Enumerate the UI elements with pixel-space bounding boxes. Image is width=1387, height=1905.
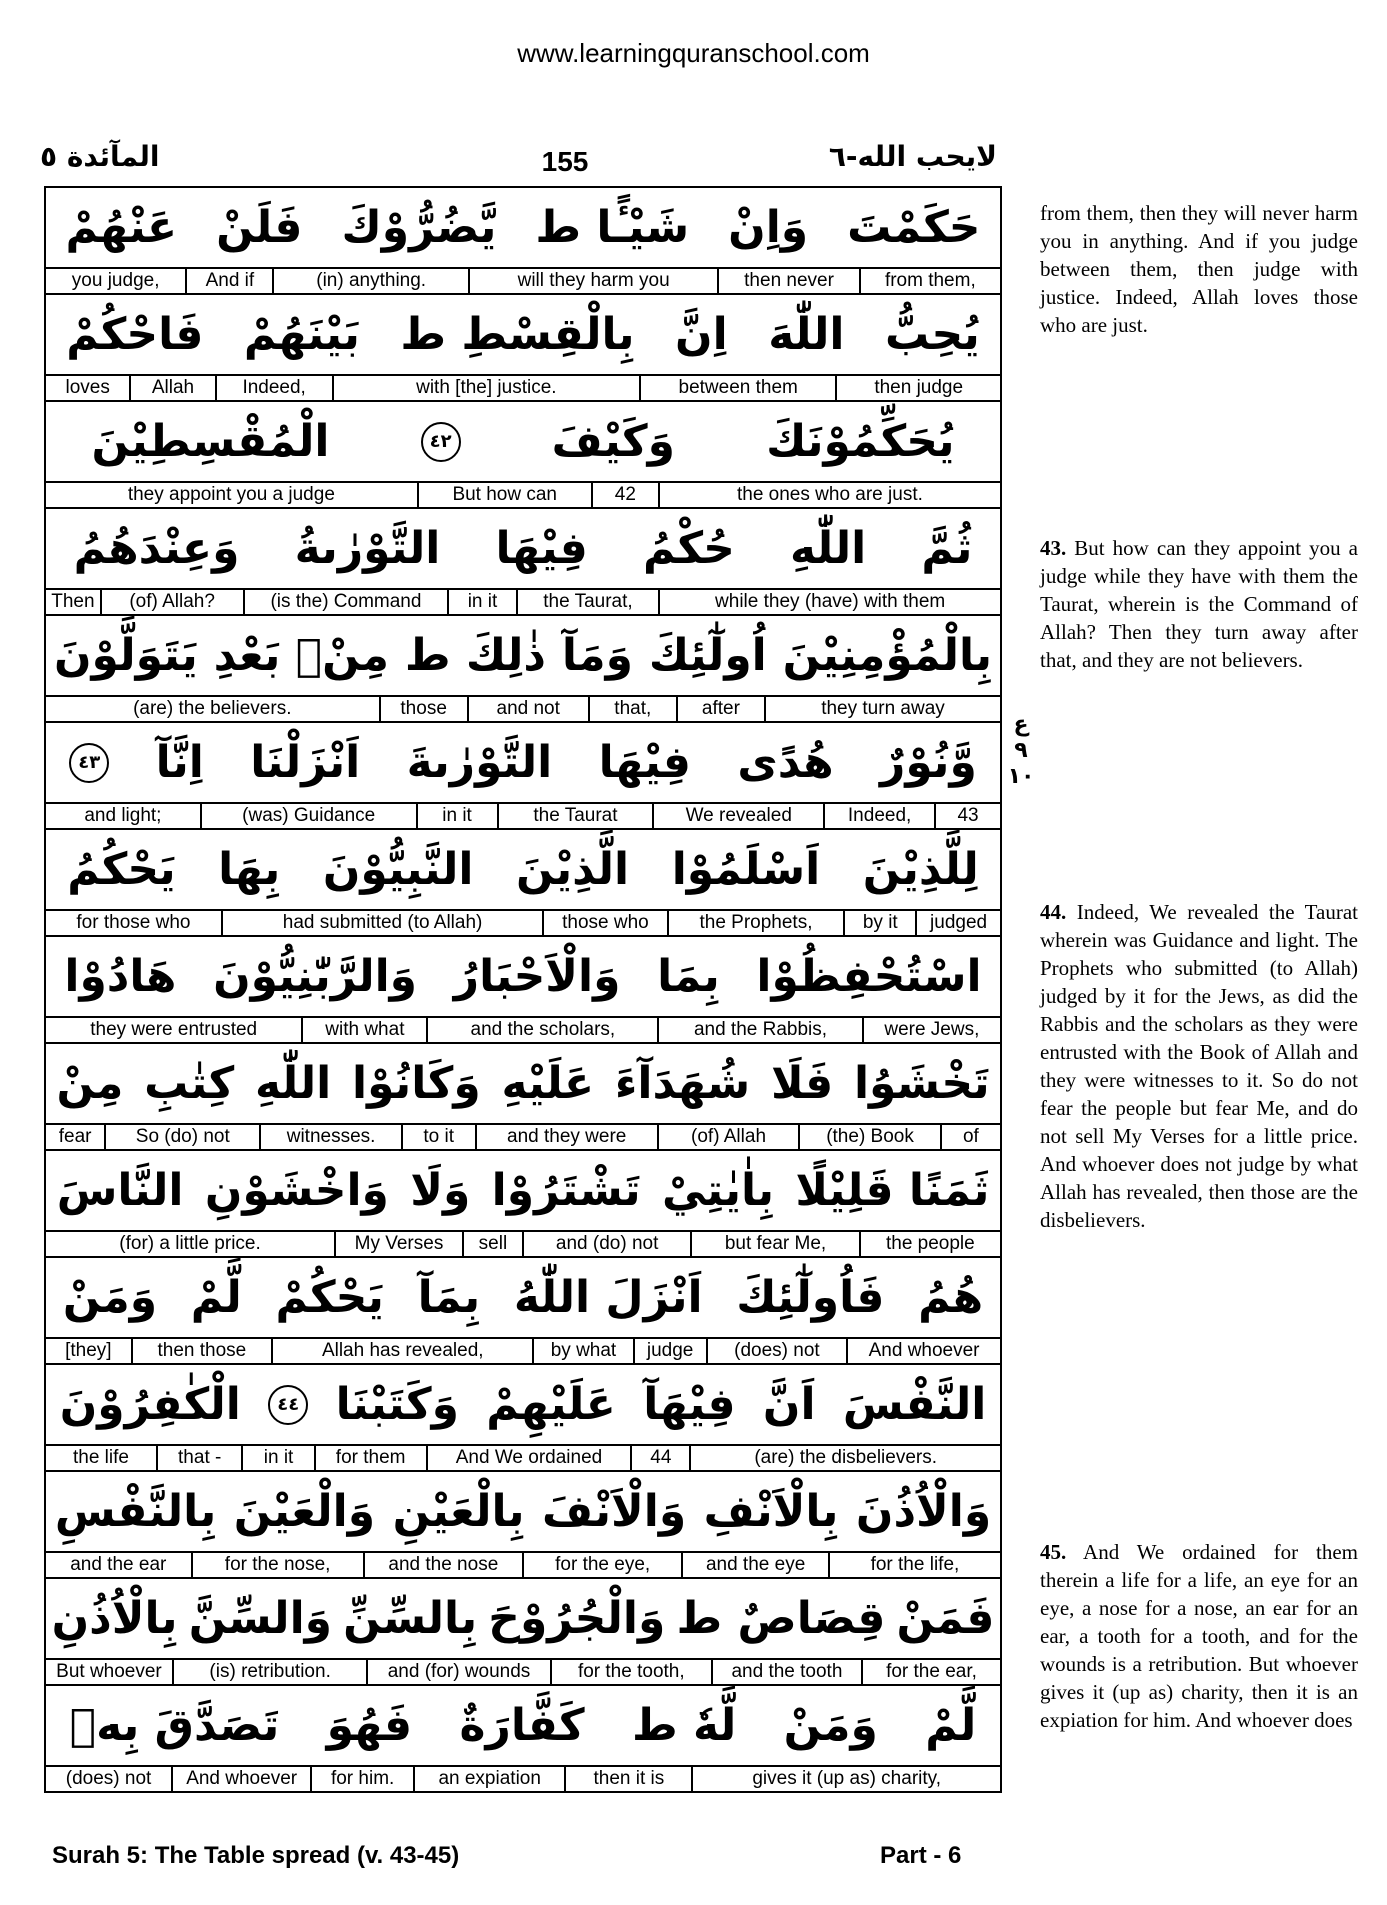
word-row (46, 723, 1000, 830)
arabic-line (46, 1579, 1000, 1660)
arabic-word: كَفَّارَةٌ (459, 1700, 585, 1751)
english-word-cell: for the tooth, (550, 1660, 711, 1684)
english-word-cell: fear (58, 1126, 92, 1147)
word-row (46, 616, 1000, 723)
arabic-word: يَّضُرُّوْكَ (341, 202, 497, 253)
english-word-cell: And We ordained (426, 1446, 631, 1470)
arabic-word: عَنْهُمْ (65, 202, 178, 253)
english-word-cell: then it is (564, 1767, 691, 1791)
arabic-line (46, 295, 1000, 376)
english-word-cell: And whoever (846, 1339, 1000, 1363)
arabic-word: وَالْجُرُوْحَ (488, 1593, 666, 1644)
english-word-cell: and the tooth (711, 1660, 861, 1684)
english-line (46, 590, 1000, 614)
english-word-cell: Allah (129, 376, 214, 400)
arabic-word: وَالْاَحْبَارُ (453, 951, 621, 1002)
arabic-word: وَكَيْفَ (551, 416, 675, 467)
english-line (46, 697, 1000, 721)
arabic-word: عَلَيْهِ (501, 1058, 595, 1109)
arabic-word: عَلَيْهِمْ (486, 1379, 616, 1430)
english-word-cell: an expiation (413, 1767, 564, 1791)
arabic-line (46, 1472, 1000, 1553)
english-word-cell: loves (65, 377, 110, 398)
arabic-word: اللّٰهِ (255, 1058, 332, 1109)
arabic-word: هُمُ (918, 1272, 984, 1323)
english-word-cell: 43 (934, 804, 1000, 828)
english-word-cell: that, (588, 697, 676, 721)
arabic-word: بِالنَّفْسِ (54, 1486, 217, 1537)
arabic-word: لَّمْ (925, 1700, 977, 1751)
word-row (46, 1044, 1000, 1151)
arabic-word: فَلَا (770, 1058, 834, 1109)
translation-para-42-end: from them, then they will never harm you in anything. And if you judge between them, then judge with justice. Indeed, Allah loves those who are just. (1040, 201, 1358, 337)
english-word-cell: (the) Book (798, 1125, 940, 1149)
arabic-word: هَادُوْا (64, 951, 177, 1002)
english-line (46, 376, 1000, 400)
verse-number: 45. (1040, 1540, 1067, 1564)
arabic-word: مِنْۢ بَعْدِ (213, 630, 389, 681)
verse-end-marker: ٤٤ (268, 1385, 308, 1425)
english-word-cell: And if (185, 269, 272, 293)
arabic-word: اِنَّ (675, 309, 728, 360)
english-word-cell: Indeed, (823, 804, 934, 828)
arabic-word: قِصَاصٌ ط (676, 1593, 886, 1644)
arabic-word: حُكْمُ (642, 523, 735, 574)
english-word-cell: gives it (up as) charity, (691, 1767, 1000, 1791)
english-word-cell: (was) Guidance (200, 804, 416, 828)
arabic-word: التَّوْرٰىةُ (294, 523, 441, 574)
word-row (46, 1579, 1000, 1686)
english-word-cell: and light; (84, 805, 162, 826)
english-word-cell: for the eye, (522, 1553, 681, 1577)
english-word-cell: for him. (310, 1767, 413, 1791)
english-word-cell: and (for) wounds (366, 1660, 549, 1684)
english-word-cell: the Taurat, (516, 590, 659, 614)
translation-para-43: 43. But how can they appoint you a judge while they have with them the Taurat, wherein is the Command of Allah? Then they turn away after that, and they are not believers. (1040, 536, 1359, 672)
arabic-line (46, 1258, 1000, 1339)
arabic-word: فَاحْكُمْ (66, 309, 204, 360)
arabic-word: ثُمَّ (921, 523, 973, 574)
translation-para-45: 45. And We ordained for them therein a life for a life, an eye for an eye, a nose for a nose, an ear for an ear, a tooth for a tooth, and for the wounds is a retribution. But whoever gives it (up as) charity, then it is an expiation for him. And whoever does (1040, 1540, 1359, 1732)
arabic-word: الْكٰفِرُوْنَ (59, 1379, 241, 1430)
english-word-cell: (are) the disbelievers. (689, 1446, 1000, 1470)
english-word-cell: [they] (65, 1340, 112, 1361)
english-line (46, 1446, 1000, 1470)
arabic-word: بِالْمُؤْمِنِيْنَ (782, 630, 993, 681)
arabic-word: ذٰلِكَ ط (404, 630, 546, 681)
english-word-cell: So (do) not (104, 1125, 259, 1149)
arabic-line (46, 1365, 1000, 1446)
english-word-cell: and the Rabbis, (657, 1018, 861, 1042)
english-word-cell: My Verses (334, 1232, 462, 1256)
english-word-cell: had submitted (to Allah) (221, 911, 542, 935)
arabic-line (46, 1044, 1000, 1125)
english-word-cell: and they were (475, 1125, 657, 1149)
arabic-word: اِنَّآ (155, 737, 204, 788)
english-word-cell: sell (462, 1232, 522, 1256)
english-word-cell: (does) not (706, 1339, 846, 1363)
english-line (46, 911, 1000, 935)
arabic-word: وَاخْشَوْنِ (204, 1165, 389, 1216)
ruku-marker: ع ٩ ١٠ (1007, 712, 1035, 789)
english-word-cell: while they (have) with them (658, 590, 1000, 614)
arabic-line (46, 188, 1000, 269)
arabic-word: حَكَمْتَ (847, 202, 981, 253)
arabic-word: هُدًى (737, 737, 834, 788)
arabic-word: فَاُولٰٓئِكَ (736, 1272, 885, 1323)
word-row (46, 937, 1000, 1044)
arabic-line (46, 937, 1000, 1018)
english-word-cell: (is the) Command (243, 590, 448, 614)
word-row (46, 295, 1000, 402)
english-word-cell: with [the] justice. (332, 376, 639, 400)
english-word-cell: were Jews, (862, 1018, 1000, 1042)
arabic-word: تَشْتَرُوْا (491, 1165, 641, 1216)
arabic-line (46, 509, 1000, 590)
english-word-cell: of (940, 1125, 1000, 1149)
english-word-cell: for the nose, (191, 1553, 363, 1577)
english-word-cell: the people (859, 1232, 1000, 1256)
verse-number: 43. (1040, 536, 1067, 560)
english-word-cell: judge (633, 1339, 706, 1363)
english-word-cell: then those (131, 1339, 271, 1363)
english-word-cell: and not (467, 697, 588, 721)
english-word-cell: Then (51, 591, 95, 612)
arabic-word: اَنَّ (762, 1379, 816, 1430)
arabic-word: شُهَدَآءَ (614, 1058, 751, 1109)
english-word-cell: they were entrusted (90, 1019, 258, 1040)
arabic-word: فِيْهَا (495, 523, 588, 574)
arabic-line (46, 830, 1000, 911)
english-word-cell: (for) a little price. (119, 1233, 261, 1254)
english-word-cell: then judge (835, 376, 1000, 400)
arabic-word: وَّنُوْرٌ (880, 737, 977, 788)
english-word-cell: for those who (76, 912, 191, 933)
english-word-cell: for the life, (828, 1553, 1000, 1577)
arabic-word: اسْتُحْفِظُوْا (756, 951, 982, 1002)
footer-surah: Surah 5: The Table spread (v. 43-45) (52, 1842, 460, 1869)
english-word-cell: the Prophets, (667, 911, 844, 935)
word-row (46, 1258, 1000, 1365)
english-word-cell: by what (532, 1339, 632, 1363)
english-line (46, 1553, 1000, 1577)
arabic-word: النَّاسَ (56, 1165, 184, 1216)
arabic-word: وَكَتَبْنَا (335, 1379, 459, 1430)
arabic-line (46, 616, 1000, 697)
arabic-word: وَالْعَيْنَ (233, 1486, 376, 1537)
arabic-word: وَالْاُذُنَ (855, 1486, 992, 1537)
arabic-word: وَالْاَنْفَ (542, 1486, 687, 1537)
arabic-word: ثَمَنًا قَلِيْلًا (795, 1165, 990, 1216)
arabic-word: يَتَوَلَّوْنَ (54, 630, 198, 681)
translation-grid (44, 186, 1002, 1793)
arabic-word: اُولٰٓئِكَ (648, 630, 767, 681)
english-line (46, 804, 1000, 828)
word-row (46, 1472, 1000, 1579)
arabic-word: لِلَّذِيْنَ (862, 844, 979, 895)
arabic-line (46, 402, 1000, 483)
site-url[interactable]: www.learningquranschool.com (517, 38, 870, 68)
arabic-word: بِالسِّنِّ (343, 1593, 478, 1644)
arabic-line (46, 723, 1000, 804)
arabic-word: بِمَآ (417, 1272, 481, 1323)
english-line (46, 1660, 1000, 1684)
juz-name-header: لايحب الله-٦ (828, 140, 997, 173)
verse-end-marker: ٤٣ (69, 743, 109, 783)
verse-number: 44. (1040, 900, 1067, 924)
word-row (46, 188, 1000, 295)
english-word-cell: between them (639, 376, 835, 400)
english-word-cell: then never (717, 269, 858, 293)
english-word-cell: judged (915, 911, 1000, 935)
arabic-word: مِنْ (56, 1058, 124, 1109)
english-word-cell: in it (447, 590, 515, 614)
english-word-cell: they appoint you a judge (127, 484, 335, 505)
english-line (46, 1232, 1000, 1256)
english-word-cell: in it (241, 1446, 313, 1470)
english-line (46, 1018, 1000, 1042)
arabic-word: بِالْاُذُنِ (51, 1593, 178, 1644)
surah-name-header: المآئدة ٥ (40, 140, 160, 173)
arabic-word: تَصَدَّقَ بِهٖ (69, 1700, 280, 1751)
english-word-cell: that - (156, 1446, 241, 1470)
english-word-cell: those who (542, 911, 666, 935)
arabic-word: فَلَنْ (216, 202, 303, 253)
english-word-cell: with what (301, 1018, 426, 1042)
english-word-cell: witnesses. (259, 1125, 401, 1149)
english-word-cell: from them, (859, 269, 1000, 293)
english-word-cell: and the scholars, (426, 1018, 657, 1042)
english-word-cell: Indeed, (215, 376, 332, 400)
english-line (46, 1767, 1000, 1791)
arabic-word: فِيْهَا (598, 737, 691, 788)
english-word-cell: to it (401, 1125, 475, 1149)
arabic-word: اللّٰهِ (789, 523, 867, 574)
arabic-word: يُحِبُّ (884, 309, 980, 360)
arabic-word: تَخْشَوُا (853, 1058, 990, 1109)
arabic-word: فِيْهَآ (643, 1379, 736, 1430)
arabic-word: الْمُقْسِطِيْنَ (91, 416, 330, 467)
english-word-cell: (are) the believers. (133, 698, 292, 719)
english-word-cell: by it (843, 911, 915, 935)
english-word-cell: and (do) not (522, 1232, 690, 1256)
word-row (46, 830, 1000, 937)
english-word-cell: We revealed (652, 804, 823, 828)
english-word-cell: those (379, 697, 467, 721)
english-word-cell: and the nose (363, 1553, 522, 1577)
arabic-word: يُحَكِّمُوْنَكَ (766, 416, 955, 467)
english-word-cell: and the ear (70, 1554, 167, 1575)
english-word-cell: the ones who are just. (658, 483, 1000, 507)
arabic-word: النَّبِيُّوْنَ (322, 844, 474, 895)
arabic-word: فَهُوَ (326, 1700, 413, 1751)
arabic-word: التَّوْرٰىةَ (406, 737, 553, 788)
arabic-word: بِاٰيٰتِيْ (662, 1165, 775, 1216)
english-word-cell: (is) retribution. (172, 1660, 366, 1684)
english-word-cell: for them (314, 1446, 426, 1470)
word-row (46, 1686, 1000, 1791)
english-word-cell: and the eye (681, 1553, 828, 1577)
english-word-cell: (does) not (65, 1768, 152, 1789)
english-word-cell: 44 (630, 1446, 689, 1470)
arabic-line (46, 1151, 1000, 1232)
arabic-word: وَمَنْ (62, 1272, 158, 1323)
english-word-cell: for the ear, (861, 1660, 1000, 1684)
arabic-word: وَاِنْ (728, 202, 809, 253)
word-row (46, 402, 1000, 509)
english-word-cell: (in) anything. (272, 269, 467, 293)
english-word-cell: after (676, 697, 764, 721)
english-line (46, 483, 1000, 507)
page-number: 155 (541, 146, 589, 177)
arabic-word: يَحْكُمْ (275, 1272, 384, 1323)
arabic-word: كِتٰبِ (144, 1058, 235, 1109)
arabic-word: وَكَانُوْا (352, 1058, 481, 1109)
word-row (46, 1365, 1000, 1472)
english-word-cell: the life (72, 1447, 129, 1468)
translation-para-44: 44. Indeed, We revealed the Taurat wherein was Guidance and light. The Prophets who submitted (to Allah) judged by it for the Jews, as did the Rabbis and the scholars as they were entrusted with the Book of Allah and they were witnesses to it. So do not fear the people but fear Me, and do not sell My Verses for a little price. And whoever does not judge by what Allah has revealed, then those are the disbelievers. (1040, 900, 1358, 1232)
english-word-cell: you judge, (71, 270, 160, 291)
english-word-cell: (of) Allah? (100, 590, 243, 614)
english-line (46, 1339, 1000, 1363)
english-line (46, 269, 1000, 293)
arabic-word: بِالْعَيْنِ (392, 1486, 525, 1537)
arabic-word: وَمَآ (561, 630, 633, 681)
english-word-cell: And whoever (171, 1767, 310, 1791)
english-word-cell: they turn away (764, 697, 1000, 721)
arabic-word: لَّهٗ ط (632, 1700, 737, 1751)
arabic-line (46, 1686, 1000, 1767)
arabic-word: بِالْاَنْفِ (703, 1486, 839, 1537)
arabic-word: بَيْنَهُمْ (243, 309, 360, 360)
english-line (46, 1125, 1000, 1149)
arabic-word: بِالْقِسْطِ ط (400, 309, 635, 360)
arabic-word: اَنْزَلْنَا (250, 737, 361, 788)
english-word-cell: But whoever (56, 1661, 162, 1682)
arabic-word: اَسْلَمُوْا (671, 844, 821, 895)
english-word-cell: Allah has revealed, (271, 1339, 532, 1363)
arabic-word: بِمَا (657, 951, 720, 1002)
english-word-cell: but fear Me, (690, 1232, 858, 1256)
arabic-word: شَيْـًٔا ط (535, 202, 690, 253)
arabic-word: بِهَا (218, 844, 281, 895)
word-row (46, 1151, 1000, 1258)
english-word-cell: (of) Allah (657, 1125, 799, 1149)
english-word-cell: the Taurat (497, 804, 653, 828)
word-row (46, 509, 1000, 616)
english-word-cell: will they harm you (468, 269, 718, 293)
english-word-cell: 42 (591, 483, 658, 507)
arabic-word: فَمَنْ (896, 1593, 995, 1644)
arabic-word: لَّمْ (190, 1272, 242, 1323)
verse-end-marker: ٤٢ (421, 422, 461, 462)
arabic-word: وَمَنْ (783, 1700, 878, 1751)
arabic-word: النَّفْسَ (842, 1379, 987, 1430)
arabic-word: وَلَا (410, 1165, 471, 1216)
arabic-word: اللّٰهَ (768, 309, 845, 360)
arabic-word: اَنْزَلَ اللّٰهُ (513, 1272, 703, 1323)
english-word-cell: in it (416, 804, 497, 828)
arabic-word: وَالسِّنَّ (188, 1593, 333, 1644)
english-word-cell: But how can (417, 483, 591, 507)
arabic-word: الَّذِيْنَ (516, 844, 630, 895)
arabic-word: وَالرَّبّٰنِيُّوْنَ (213, 951, 418, 1002)
arabic-word: يَحْكُمُ (67, 844, 176, 895)
footer-part: Part - 6 (880, 1842, 962, 1869)
arabic-word: وَعِنْدَهُمُ (73, 523, 240, 574)
